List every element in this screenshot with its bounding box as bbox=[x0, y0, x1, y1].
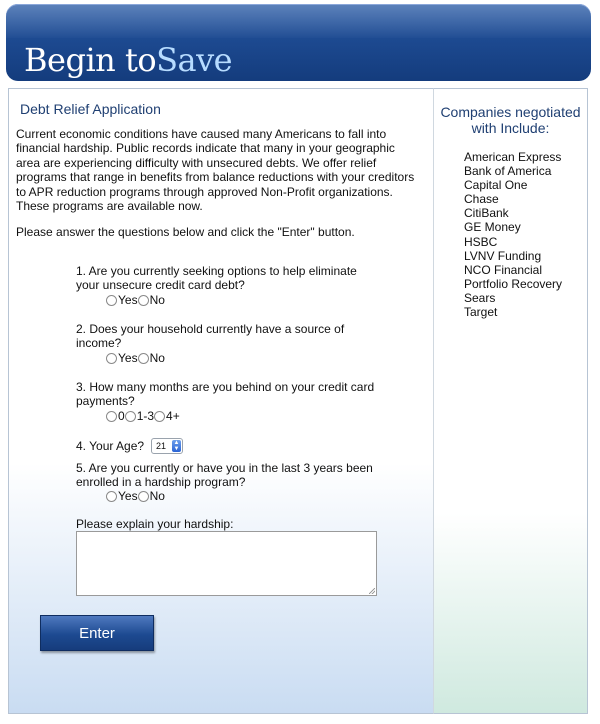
companies-title: Companies negotiated with Include: bbox=[440, 104, 581, 136]
q5-no-option[interactable] bbox=[138, 489, 165, 503]
hardship-label: Please explain your hardship: bbox=[76, 517, 234, 531]
chevron-updown-icon: ▲ ▼ bbox=[173, 440, 180, 452]
q3-4plus-label: 4+ bbox=[166, 409, 180, 423]
q3-0-radio[interactable] bbox=[106, 411, 117, 422]
q1-no-radio[interactable] bbox=[138, 295, 149, 306]
q2-no-label: No bbox=[149, 351, 165, 365]
q5-no-label: No bbox=[149, 489, 165, 503]
company-item: Chase bbox=[464, 192, 499, 207]
q3-4plus-option[interactable] bbox=[154, 409, 180, 423]
company-item: HSBC bbox=[464, 234, 498, 249]
question-1-label: 1. Are you currently seeking options to help eliminate your unsecure credit card debt? bbox=[76, 264, 357, 293]
hardship-textarea[interactable] bbox=[76, 531, 377, 596]
company-item: GE Money bbox=[464, 220, 521, 235]
company-item: Capital One bbox=[464, 178, 528, 193]
resize-grip-icon[interactable] bbox=[369, 588, 375, 594]
page-title: Debt Relief Application bbox=[20, 101, 161, 117]
question-4-label: 4. Your Age? bbox=[76, 439, 145, 453]
age-select-value: 21 bbox=[156, 441, 167, 451]
q3-1-3-label: 1-3 bbox=[136, 409, 155, 423]
q2-yes-label: Yes bbox=[118, 351, 138, 365]
q3-1-3-radio[interactable] bbox=[125, 411, 136, 422]
q2-yes-radio[interactable] bbox=[106, 353, 117, 364]
q3-0-option[interactable] bbox=[106, 409, 125, 423]
q5-yes-radio[interactable] bbox=[106, 491, 117, 502]
logo-save: Save bbox=[156, 41, 233, 79]
q1-no-option[interactable] bbox=[138, 293, 165, 307]
question-5-options bbox=[106, 489, 165, 503]
company-item: LVNV Funding bbox=[464, 248, 542, 263]
q2-no-option[interactable] bbox=[138, 351, 165, 365]
company-item: Portfolio Recovery bbox=[464, 276, 563, 291]
header-banner bbox=[6, 4, 591, 81]
q3-4plus-radio[interactable] bbox=[154, 411, 165, 422]
logo bbox=[24, 41, 232, 79]
question-5-label: 5. Are you currently or have you in the last 3 years been enrolled in a hardship program? bbox=[76, 461, 373, 490]
companies-list bbox=[464, 150, 562, 319]
header-gloss bbox=[6, 4, 591, 38]
question-1-options bbox=[106, 293, 165, 307]
q1-yes-label: Yes bbox=[118, 293, 138, 307]
question-3-options bbox=[106, 409, 180, 423]
company-item: American Express bbox=[464, 150, 562, 164]
question-3-label: 3. How many months are you behind on your credit card payments? bbox=[76, 380, 375, 409]
company-item: Sears bbox=[464, 290, 496, 305]
age-select[interactable] bbox=[151, 438, 183, 454]
question-2-options bbox=[106, 351, 165, 365]
q2-yes-option[interactable] bbox=[106, 351, 138, 365]
logo-begin-to: Begin to bbox=[24, 41, 157, 79]
q1-yes-option[interactable] bbox=[106, 293, 138, 307]
company-item: Bank of America bbox=[464, 164, 552, 179]
q5-no-radio[interactable] bbox=[138, 491, 149, 502]
q3-0-label: 0 bbox=[118, 409, 125, 423]
q1-no-label: No bbox=[149, 293, 165, 307]
q5-yes-option[interactable] bbox=[106, 489, 138, 503]
q3-1-3-option[interactable] bbox=[125, 409, 154, 423]
q1-yes-radio[interactable] bbox=[106, 295, 117, 306]
question-2-label: 2. Does your household currently have a source of income? bbox=[76, 322, 345, 351]
instructions-text: Please answer the questions below and click the "Enter" button. bbox=[16, 225, 355, 239]
q5-yes-label: Yes bbox=[118, 489, 138, 503]
company-item: CitiBank bbox=[464, 206, 509, 221]
enter-button[interactable]: Enter bbox=[40, 615, 154, 651]
company-item: Target bbox=[464, 305, 498, 320]
company-item: NCO Financial bbox=[464, 262, 543, 277]
intro-text: Current economic conditions have caused many Americans to fall into financial hardship. Public records indicate that many in your geographic area are experiencing difficulty with unsecured debts. We offer relief programs that range in benefits from balance reductions with your creditors to APR reduction programs through approved Non-Profit organizations. These programs are available now. bbox=[16, 127, 415, 214]
q2-no-radio[interactable] bbox=[138, 353, 149, 364]
